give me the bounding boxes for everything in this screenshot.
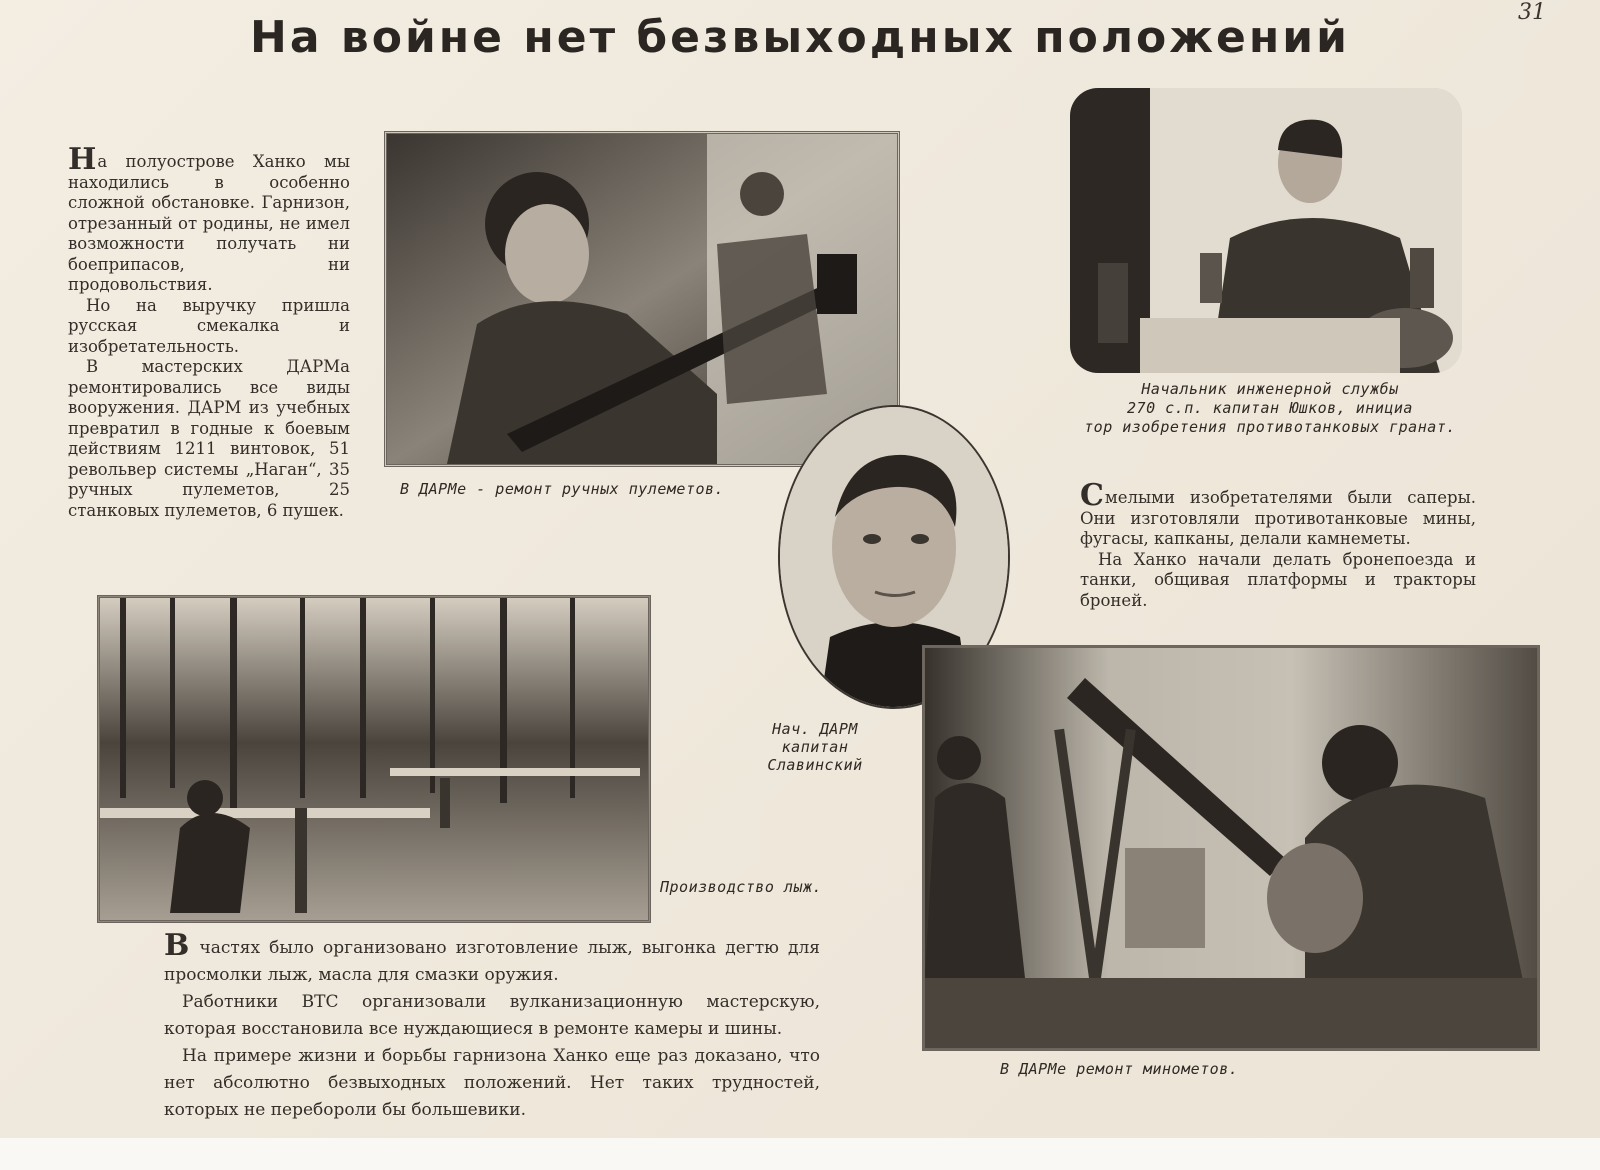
page-edge (0, 1138, 1600, 1170)
page-number: 31 (1518, 0, 1546, 25)
photo-machine-gun-repair (384, 131, 900, 467)
text-paragraph: На примере жизни и борьбы гарнизона Ханко еще раз доказано, что нет абсолютно безвыходных положений. Нет таких трудностей, которых не перебороли бы большевики. (164, 1046, 820, 1120)
caption-machine-gun-repair: В ДАРМе - ремонт ручных пулеметов. (400, 480, 725, 498)
drop-cap: Н (68, 142, 97, 177)
caption-line: капитан (781, 738, 849, 756)
text-block-bottom (164, 928, 820, 1124)
paragraph-text: частях было организовано изготовление лыж, выгонка дегтю для просмолки лыж, масла для смазки оружия. (164, 938, 820, 985)
caption-ski-production: Производство лыж. (660, 878, 823, 896)
page-title: На войне нет безвыходных положений (250, 12, 1350, 63)
caption-line: тор изобретения противотанковых гранат. (1084, 418, 1456, 436)
caption-mortar-repair: В ДАРМе ремонт минометов. (1000, 1060, 1239, 1078)
caption-line: Нач. ДАРМ (772, 720, 858, 738)
caption-line: Славинский (767, 756, 863, 774)
drop-cap: С (1080, 478, 1104, 513)
text-paragraph: На Ханко начали делать бронепоезда и танки, общивая платформы и тракторы броней. (1080, 549, 1476, 610)
photo-mortar-repair (922, 645, 1540, 1051)
text-paragraph: Но на выручку пришла русская смекалка и изобретательность. (68, 295, 350, 356)
paragraph-text: мелыми изобретателями были саперы. Они изготовляли противотанковые мины, фугасы, капканы, делали камнеметы. (1080, 488, 1476, 548)
caption-engineer (1080, 380, 1460, 437)
photo-ski-production (97, 595, 651, 923)
text-block-left (68, 142, 350, 521)
caption-commander (745, 720, 885, 774)
caption-line: Начальник инженерной службы (1141, 380, 1399, 398)
text-paragraph (68, 142, 350, 296)
text-paragraph (1080, 478, 1476, 550)
paragraph-text: а полуострове Ханко мы находились в особенно сложной обстановке. Гарнизон, отрезанный от родины, не имел возможности получать ни боеприпасов, ни продовольствия. (68, 152, 350, 294)
text-paragraph (164, 928, 820, 989)
drop-cap: В (164, 928, 190, 963)
text-block-right (1080, 478, 1476, 611)
text-paragraph: В мастерских ДАРМа ремонтировались все виды вооружения. ДАРМ из учебных превратил в годные к боевым действиям 1211 винтовок, 51 револьвер системы „Наган“, 35 ручных пулеметов, 25 станковых пулеметов, 6 пушек. (68, 357, 350, 520)
text-paragraph: Работники ВТС организовали вулканизационную мастерскую, которая восстановила все нуждающиеся в ремонте камеры и шины. (164, 992, 820, 1039)
photo-engineer-yushkov (1070, 88, 1462, 373)
caption-line: 270 с.п. капитан Юшков, инициа (1127, 399, 1413, 417)
